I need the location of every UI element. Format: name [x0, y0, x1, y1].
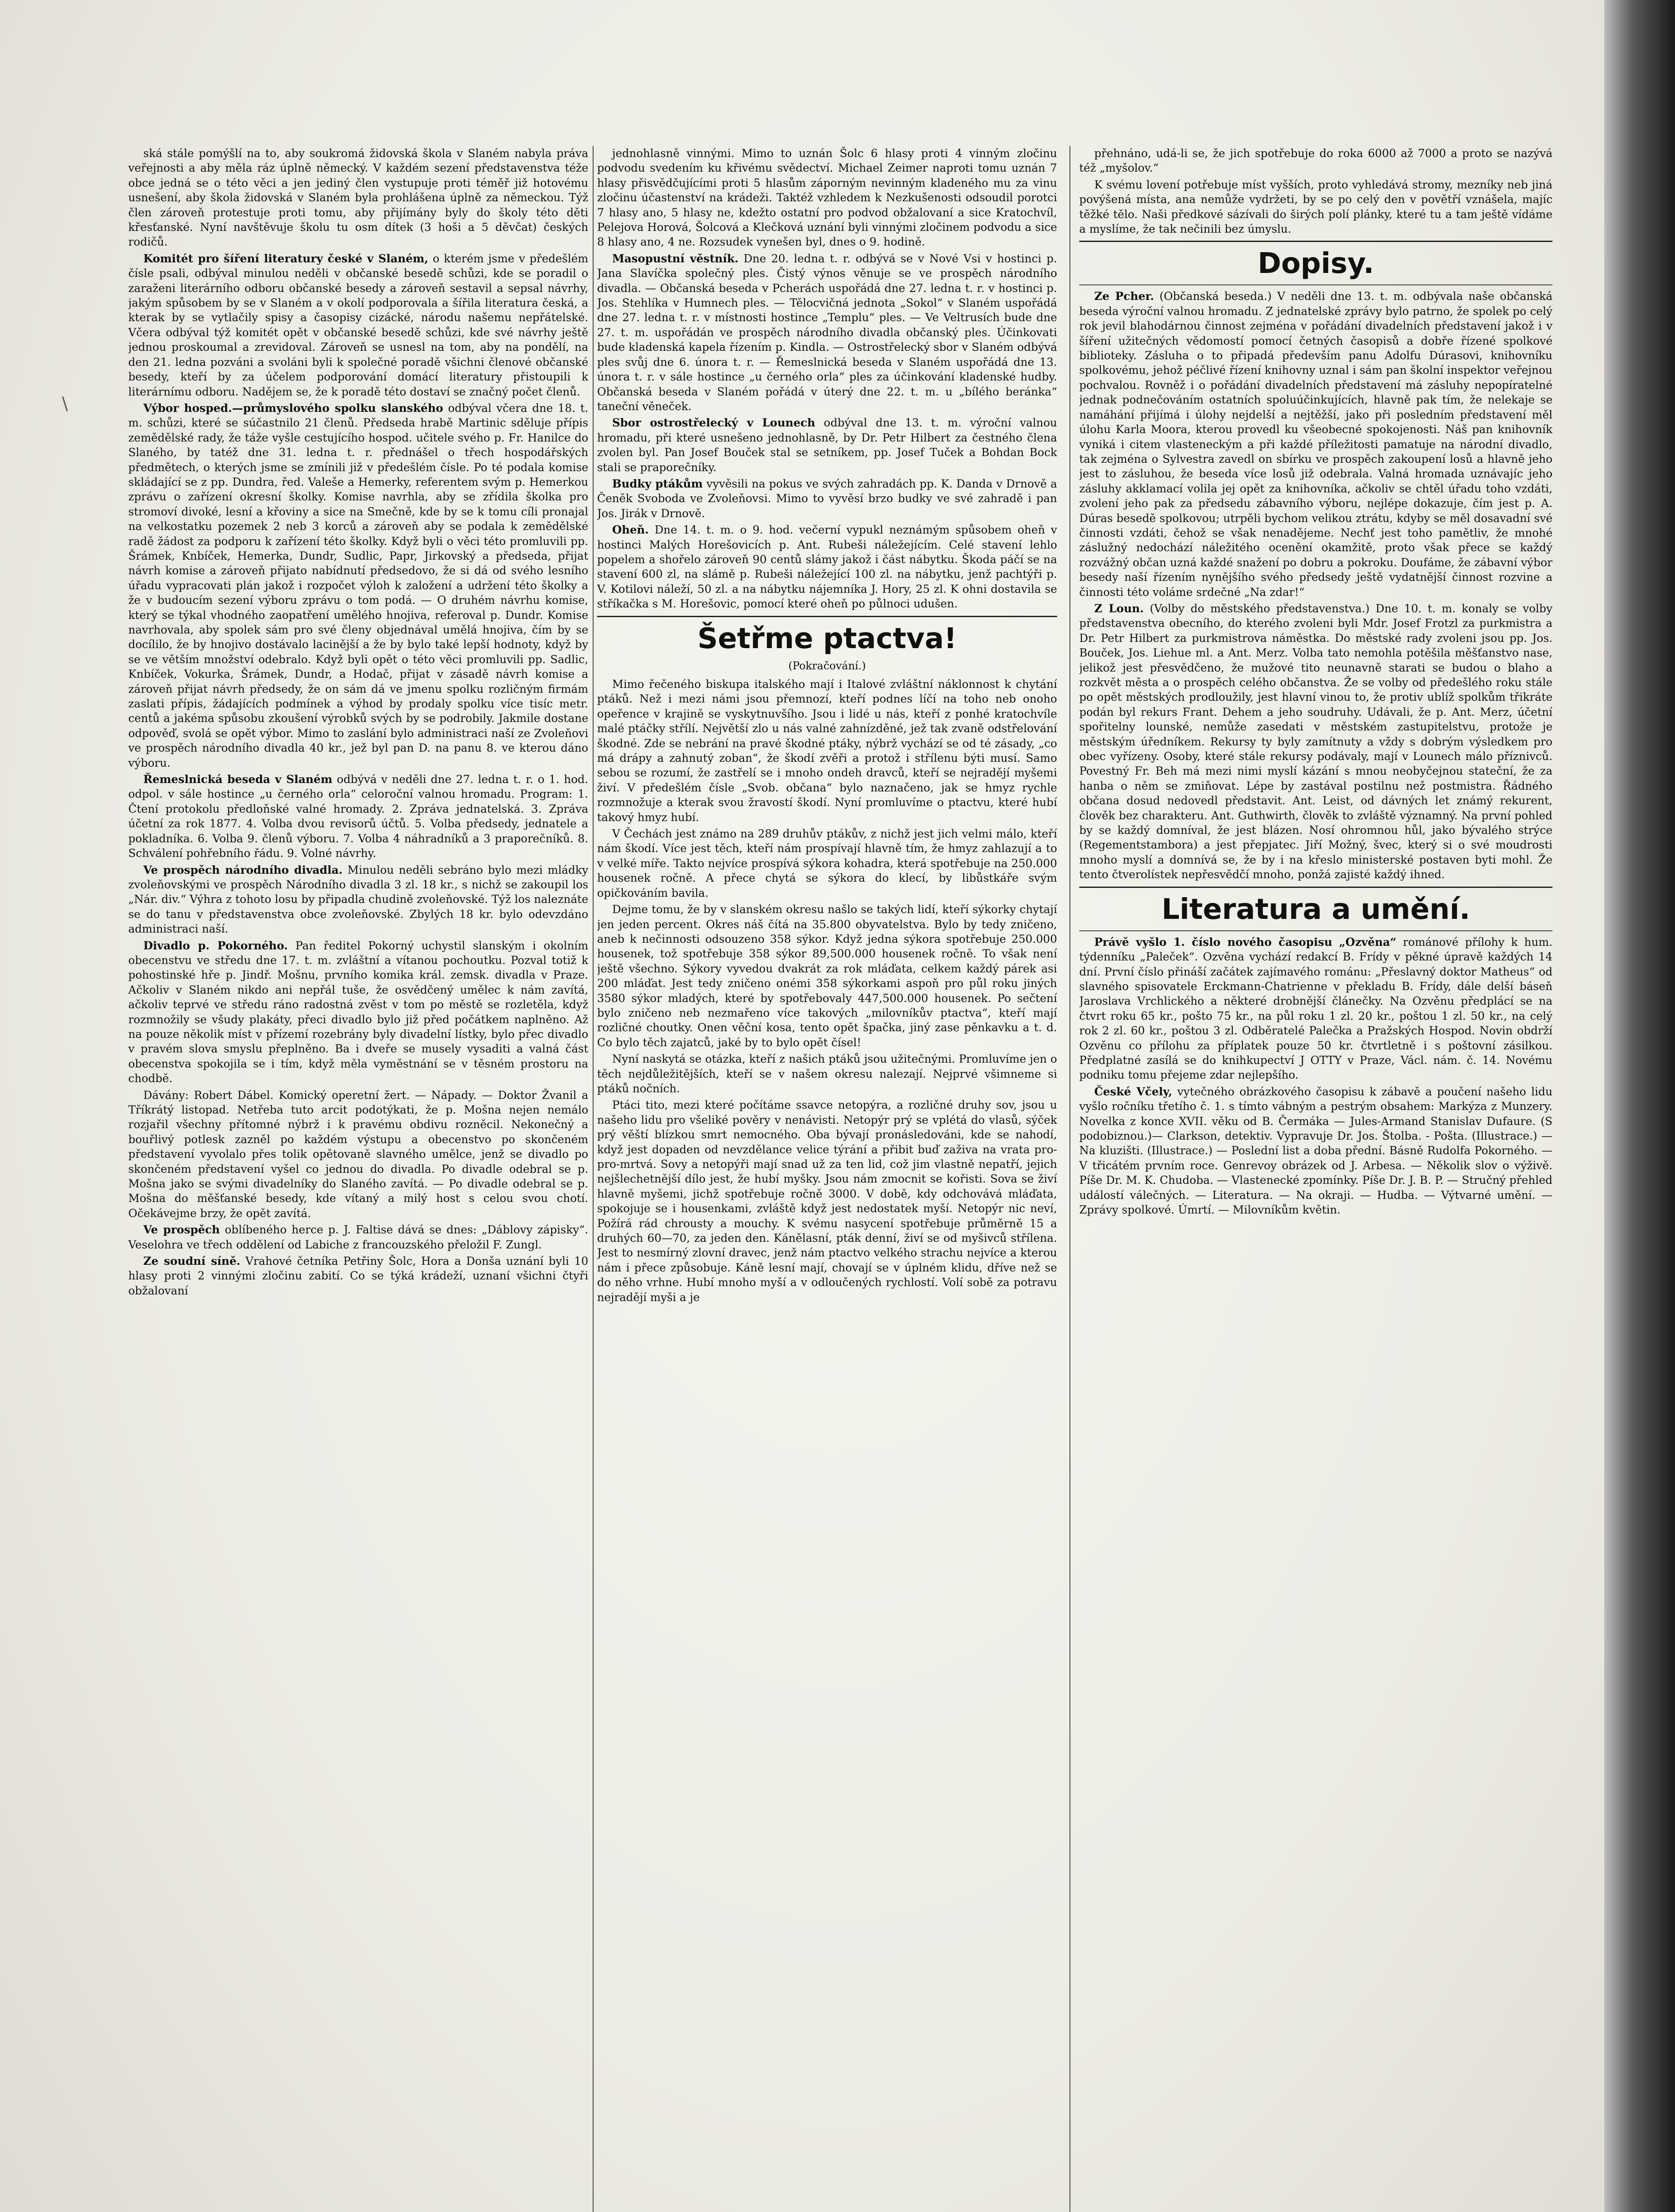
article-body: vyvěsili na pokus ve svých zahradách pp. K. Danda v Drnově a Čeněk Svoboda ve Zvoleňovsi. Mimo to vyvěsí brzo budky ve své zahradě i pan Jos. Jirák v Drnově. — [597, 477, 1057, 520]
column-middle — [597, 146, 1057, 2212]
article-lead: Řemeslnická beseda v Slaném — [143, 773, 333, 786]
article-body: Pan ředitel Pokorný uchystil slanským i okolním obecenstvu ve středu dne 17. t. m. zvláštní a vítanou pochoutku. Pozval totiž k pohostinské hře p. Jindř. Mošnu, prvního komika král. zemsk. divadla v Praze. Ačkoliv v Slaném nikdo ani nepřál tuše, že osvědčený umělec k nám zavítá, ačkoliv teprvé ve středu ráno radostná zvěst v tom po městě se rozletěla, když rozmnožily se všudy plakáty, přeci divadlo bylo již před počátkem naplněno. Až na pouze několik míst v přízemí rozebrány byly divadelní lístky, bylo přec divadlo v pravém slova smyslu přeplněno. Ba i dveře se musely vysaditi a valná část obecenstva spokojila se i tím, když měla vyměstnání se v těsném prostoru na chodbě. — [128, 939, 588, 1085]
article-text — [597, 476, 1057, 521]
article-text: přehnáno, udá-li se, že jich spotřebuje do roka 6000 až 7000 a proto se nazývá též „myšolov.“ — [1079, 147, 1552, 175]
article-text: jednohlasně vinnými. Mimo to uznán Šolc 6 hlasy proti 4 vinným zločinu podvodu svedením ku křivému svědectví. Michael Zeimer naproti tomu uznán 7 hlasy přisvědčujícími proti 5 hlasům záporným nevinným kladeného mu za vinu zločinu účastenství na krádeži. Taktéž vzhledem k Nezkušenosti odsoudil porotci 7 hlasy ano, 5 hlasy ne, kdežto ostatní pro podvod obžalovaní a sice Kratochvíl, Pelejova Horová, Šolcová a Klečková uznání byli vinnými zločinem podvodu a sice 8 hlasy ano, 4 ne. Rozsudek vynešen byl, dnes o 9. hodině. — [597, 147, 1057, 249]
article-body: oblíbeného herce p. J. Faltise dává se dnes: „Dáblovy zápisky“. Veselohra ve třech oddělení od Labiche z francouzského přeložil F. Zungl. — [128, 1223, 588, 1251]
article-text — [128, 1222, 588, 1252]
heading-underline — [1079, 284, 1552, 285]
article-lead: Ve prospěch národního divadla. — [143, 863, 343, 876]
margin-pencil-mark: \ — [62, 394, 68, 414]
article-lead: Komitét pro šíření literatury české v Slaném, — [143, 252, 429, 265]
article-lead: Oheň. — [612, 523, 649, 537]
article-body: Vrahové četníka Petřiny Šolc, Hora a Donša uznání byli 10 hlasy proti 2 vinnými zločinu zabití. Co se týká krádeží, uznaní všichni čtyři obžalovaní — [128, 1255, 588, 1297]
section-divider — [1079, 887, 1552, 888]
column-left — [128, 146, 588, 2212]
article-body: Dne 20. ledna t. r. odbývá se v Nové Vsi v hostinci p. Jana Slavíčka společný ples. Čistý výnos věnuje se ve prospěch národního divadla. — Občanská beseda v Pcherách uspořádá dne 27. ledna t. r. v hostinci p. Jos. Stehlíka v Humnech ples. — Tělocvičná jednota „Sokol“ v Slaném uspořádá dne 27. ledna t. r. v místnosti hostince „Templu“ ples. — Ve Veltrusích bude dne 27. t. m. uspořádán ve prospěch národního divadla občanský ples. Účinkovati bude kladenská kapela řízením p. Kindla. — Ostrostřelecký sbor v Slaném odbývá ples svůj dne 6. února t. r. — Řemeslnická beseda v Slaném uspořádá dne 13. února t. r. v sále hostince „u černého orla“ ples za účinkování kladenské hudby. Občanská beseda v Slaném pořádá v úterý dne 22. t. m. u „bílého beránka“ taneční věneček. — [597, 252, 1057, 413]
article-text: ská stále pomýšlí na to, aby soukromá židovská škola v Slaném nabyla práva veřejnosti a aby měla ráz úplně německý. V každém sezení představenstva téže obce jedná se o této věci a jen jediný člen vystupuje proti téměř již hotovému usnešení, aby škola židovská v Slaném byla prohlášena úplně za německou. Týž člen zároveň protestuje proti tomu, aby přijímány byly do školy této děti křesťanské. Nyní navštěvuje školu tu osm dítek (3 hoši a 5 děvčat) českých rodičů. — [128, 147, 588, 249]
article-text: Ptáci tito, mezi které počítáme ssavce netopýra, a rozličné druhy sov, jsou u našeho lidu pro všeliké pověry v nenávisti. Netopýr prý se vplétá do vlasů, sýček prý věští blízkou smrt nemocného. Oba bývají pronásledováni, kde se nahodí, když jest dopaden od nevzdělance velice týrání a přibit buď zaživa na vrata pro-pro-mrtvá. Sovy a netopýři mají snad už za ten lid, což jim vlastně nepatří, jejich nejšlechetnější dílo jest, že hubí myšky. Jsou nám zmocnit se kořisti. Sova se živí hlavně myšemi, jichž spotřebuje ročně 3000. V době, kdy odchovává mláďata, spokojuje se i housenkami, zvláště když jest nedostatek myší. Netopýr nic neví, Požírá rád chrousty a mouchy. K svému nasycení spotřebuje průměrně 15 a druhých 60—70, za jeden den. Kánělasní, pták denní, živí se od myšivců střílena. Jest to nesmírný zlovní dravec, jenž nám ptactvo velkého strachu nejvíce a kterou nám i přece způsobuje. Káně lesní mají, chovají se v úplném klidu, dříve než se do něho vrhne. Hubí mnoho myší a v odloučených rychlostí. Volí sobě za potravu nejradějí myši a je — [597, 1098, 1057, 1304]
article-text — [1079, 1084, 1552, 1217]
section-heading: Šetřme ptactva! — [697, 622, 957, 655]
article-text: Dejme tomu, že by v slanském okresu našlo se takých lidí, kteří sýkorky chytají jen jeden percent. Okres náš čítá na 35.800 obyvatelstva. Bylo by tedy zničeno, aneb k nečinnosti odsouzeno 358 sýkor. Když jedna sýkora spotřebuje 250.000 housenek, tož spotřebuje 358 sýkor 89,500.000 housenek ročně. To však není ještě všechno. Sýkory vyvedou dvakrát za rok mláďata, celkem každý párek asi 200 mláďat. Jest tedy zničeno onémi 358 sýkorkami aspoň pro půl roku jiných 3580 sýkor mladých, které by spotřebovaly 447,500.000 housenek. Po sečtení bylo zničeno neb nezmařeno více takových „milovníkův ptactva“, kteří mají rozličné choutky. Onen věční kosa, tento opět špačka, jiný zase pěnkavku a t. d. Co bylo těch zajatců, jaké by to bylo opět čísel! — [597, 903, 1057, 1049]
article-lead: Ze Pcher. — [1094, 290, 1154, 303]
article-text — [128, 772, 588, 860]
section-heading: Literatura a umění. — [1161, 893, 1470, 926]
article-lead: České Včely, — [1094, 1085, 1173, 1098]
article-body: Dne 14. t. m. o 9. hod. večerní vypukl neznámým spůsobem oheň v hostinci Malých Horešovicích p. Ant. Rubeši náležejícím. Celé stavení lehlo popelem a shořelo zároveň 90 centů slámy jakož i část nábytku. Škoda páčí se na stavení 600 zl, na slámě p. Rubeši náležející 100 zl. na nábytku, jenž pachtýři p. V. Kotilovi náleží, 50 zl. a na nábytku nájemníka J. Hory, 25 zl. K ohni dostavila se stříkačka s M. Horešovic, pomocí které oheň po půlnoci udušen. — [597, 523, 1057, 611]
scan-edge — [1604, 0, 1675, 2212]
column-right — [1079, 146, 1552, 2212]
article-lead: Budky ptákům — [612, 477, 703, 490]
article-lead: Ze soudní síně. — [143, 1255, 241, 1268]
article-text — [597, 251, 1057, 414]
article-text: Mimo řečeného biskupa italského mají i Italové zvláštní náklonnost k chytání ptáků. Než i mezi námi jsou přemnozí, kteří podnes líčí na toho neb onoho opeřence v krajině se vyskytnuvšího. Jsou i lidé u nás, kteří z ponhé kratochvíle malé ptáčky střílí. Největší zlo u nás valné zahnízděné, jež tak zvaně odstřelování škodné. Zde se nebrání na pravé škodné ptáky, nýbrž vychází se od té zásady, „co má drápy a zahnutý zoban“, že škodí zvěři a protož i střílenu býti musí. Samo sebou se rozumí, že zastřelí se i mnoho ondeh dravců, kteří se nejradějí myšemi živí. V předešlém čísle „Svob. občana“ bylo naznačeno, jak se hmyz rychle rozmnožuje a kterak svou žravostí škodí. Nyní promluvíme o ptactvu, které hubí takový hmyz hubí. — [597, 678, 1057, 824]
article-text: K svému lovení potřebuje míst vyšších, proto vyhledává stromy, mezníky neb jiná povýšená místa, ana nemůže vydržeti, by se po celý den v povětří vznášela, majíc těžké tělo. Naši předkové sázívali do širých polí plánky, které tu a tam ještě vídáme a myslíme, že tak nečinili bez úmyslu. — [1079, 178, 1552, 236]
article-text — [128, 401, 588, 770]
article-text — [597, 415, 1057, 475]
article-body: vytečného obrázkového časopisu k zábavě a poučení našeho lidu vyšlo ročníku třetího č. 1. s tímto vábným a pestrým obsahem: Markýza z Munzery. Novelka z konce XVII. věku od B. Čermáka — Jules-Armand Stanislav Dufaure. (S podobiznou.)— Clarkson, detektiv. Vypravuje Dr. Jos. Štolba. - Pošta. (Illustrace.) — Na kluzišti. (Illustrace.) — Poslední list a doba přední. Básně Rudolfa Pokorného. — V třicátém prvním roce. Genrevoy obrázek od J. Arbesa. — Několik slov o výživě. Píše Dr. M. K. Chudoba. — Vlastenecké zpomínky. Píše Dr. J. B. P. — Stručný přehled událostí válečných. — Literatura. — Na okraji. — Hudba. — Výtvarné umění. — Zprávy spolkové. Úmrtí. — Milovníkům květin. — [1079, 1085, 1552, 1216]
article-lead: Výbor hosped.—průmyslového spolku slanského — [143, 401, 443, 415]
article-text — [128, 863, 588, 937]
article-body: odbýval včera dne 18. t. m. schůzi, které se súčastnilo 21 členů. Předseda hrabě Martinic sděluje přípis zemědělské rady, že táže vyšle cestujícího hospod. učitele svého p. Fr. Hanilce do Slaného, by tatéž dne 31. ledna t. r. přednášel o třech hospodářských předmětech, o kterých jsme se zmínili již v předešlém čísle. Po té podala komise skládající se z pp. Dundra, řed. Valeše a Hemerky, referentem svým p. Hemerkou zprávu o zařízení okresní školky. Komise navrhla, aby se zřídila školka pro stromoví divoké, lesní a křoviny a sice na Smečně, kde by se k tomu cíli pronajal na velkostatku pozemek 2 neb 3 korců a zároveň aby se podala k zemědělské radě žádost za podporu k zařízení této školky. Když byli o věci této promluvili pp. Šrámek, Knbíček, Hemerka, Dundr, Sudlic, Papr, Jirkovský a předseda, přijat návrh komise a zároveň přijato nabídnutí předsedovo, že si dá od svého lesního úřadu vypracovati plán jakož i rozpočet výloh k založení a udržení této školky a že v budoucím sezení výboru zprávu o tom podá. — O druhém návrhu komise, který se týkal vhodného zaopatření umělého hnojiva, referoval p. Dundr. Komise navrhovala, aby spolek sám pro své členy objednával umělá hnojiva, čím by se docílilo, že by hnojivo dostávalo lacinější a že by bylo také lepší hodnoty, když by se ve větším množství odebralo. Když byli opět o této věci promluvili pp. Sadlic, Knbíček, Vokurka, Šrámek, Dundr, a Hodač, přijat v zásadě návrh komise a zároveň přijat návrh předsedy, že on sám dá ve jmenu spolku rozličným firmám zaslati přípis, žádajících podmínek a výhod by prodaly spolku více tisíc metr. centů a jakéma spůsobu zkoušení výrobků svých by se podrobily. Jakmile dostane odpověď, svolá se opět výbor. Mimo to zaslání bylo administraci naší ze Zvoleňovi ve prospěch národního divadla 40 kr., jež byl pan D. na panu 8. ve kterou dáno výboru. — [128, 401, 588, 769]
article-body: (Volby do městského představenstva.) Dne 10. t. m. konaly se volby představenstva obecního, do kterého zvoleni byli Mdr. Josef Frotzl za purkmistra a Dr. Petr Hilbert za purkmistrova náměstka. Do městské rady zvoleni jsou pp. Jos. Bouček, Jos. Liehue ml. a Ant. Merz. Volba tato nemohla potěšila měšťanstvo nase, jelikož jest přesvědčeno, že mužové tito neunavně starati se budou o blaho a rozkvět města a o prospěch celého občanstva. Že se volby od předešlého roku stále po opět městských prodloužily, jest hlavní vinou to, že protiv ublíž spolkům třikráte podán byl rekurs Frant. Dehem a jeho soudruhy. Udávali, že p. Ant. Merz, účetní spořitelny lounské, nemůže zasedati v městském zastupitelstvu, protože je městským úředníkem. Rekursy ty byly zamítnuty a vždy s dobrým výsledkem pro obec vyřízeny. Osoby, které stále rekursy podávaly, mají v Lounech málo příznivců. Povestný Fr. Beh má mezi nimi myslí kázání s mnou neobyčejnou stateční, že za hanba o něm se zmiňovat. Lépe by zastával postilnu než postmistra. Řádného občana dosud nedovedl představit. Ant. Leist, od dávných let známý rekurent, člověk bez charakteru. Ant. Guthwirth, člověk to zvláště významný. Na první pohled by se každý domníval, že jest blázen. Nosí ohromnou hůl, jako bývalého strýce (Regementstambora) a jest přepjatec. Jiří Možný, švec, který si o své moudrosti mnoho myslí a domnívá se, že by i na křeslo ministerské postaven byti mohl. Že tento čtverolístek nepřesvědčí mnoho, ponžá zajisté každý ihned. — [1079, 602, 1552, 881]
article-lead: Ve prospěch — [143, 1223, 220, 1237]
article-text — [128, 938, 588, 1086]
section-subheading: (Pokračování.) — [788, 659, 866, 672]
section-divider — [1079, 241, 1552, 242]
article-text — [1079, 601, 1552, 882]
article-lead: Masopustní věstník. — [612, 252, 739, 265]
article-body: o kterém jsme v předešlém čísle psali, odbýval minulou neděli v občanské besedě schůzi, kde se poradil o zaraženi literárního odboru občanské besedy a zároveň sestavil a sepsal návrhy, jakým spůsobem by se v Slaném a v okolí podporovala a šířila literatura česká, a kterak by se vytlačily spisy a časopisy cizácké, národu našemu nepřátelské. Včera odbýval týž komitét opět v občanské besedě schůzi, kde své návrhy ještě jednou proskoumal a zrevidoval. Zároveň se usnesl na tom, aby na pondělí, na den 21. ledna pozváni a svoláni byli k společné poradě všichni členové občanské besedy, kteří by za účelem podporování domácí literatury přistoupili k literárnímu odboru. Nadějem se, že k poradě této dostaví se značný počet členů. — [128, 252, 588, 398]
article-body: Minulou neděli sebráno bylo mezi mládky zvoleňovskými ve prospěch Národního divadla 3 zl. 18 kr., s nichž se zakoupil los „Nár. div.“ Výhra z tohoto losu by připadla chudině zvoleňovské. Týž los naleznáte se do tanu v představenstva obce zvoleňovské. Zbylých 18 kr. bylo odevzdáno administraci naší. — [128, 863, 588, 936]
article-lead: Sbor ostrostřelecký v Lounech — [612, 416, 816, 430]
column-rule-2 — [1069, 146, 1070, 2212]
article-text: Nyní naskytá se otázka, kteří z našich ptáků jsou užitečnými. Promluvíme jen o těch nejdůležitějších, kteří se v našem okresu nalezají. Nejprvé všimneme si ptáků nočních. — [597, 1052, 1057, 1095]
article-text: V Čechách jest známo na 289 druhův ptákův, z nichž jest jich velmi málo, kteří nám škodí. Více jest těch, kteří nám prospívají hlavně tím, že hmyz zahlazují a to v velké míře. Takto nejvíce prospívá sýkora kohadra, která spotřebuje na 250.000 housenek ročně. A přece chytá se sýkora do klecí, by libůstkáře svým opičkováním bavila. — [597, 827, 1057, 899]
article-text: Dávány: Robert Dábel. Komický operetní žert. — Nápady. — Doktor Žvanil a Tříkrátý listopad. Netřeba tuto arcit podotýkati, že p. Mošna nejen nemálo rozjařil všechny přítomné nýbrž i k pravému obdivu rozněcil. Nekonečný a bouřlivý potlesk zazněl po každém výstupu a obecenstvo po skončeném představení vyvolalo přes tolik opětovaně slavného umělce, jenž se divadlo po skončeném představení vyšel co jednou do divadla. Po divadle odebral se p. Mošna jako se svými divadelníky do Slaného zavítá. — Po divadle odebral se p. Mošna do měšťanské besedy, kde vítaný a milý host s celou svou chotí. Očekávejme brzy, že opět zavítá. — [128, 1088, 588, 1220]
heading-underline — [1079, 930, 1552, 931]
article-body: (Občanská beseda.) V neděli dne 13. t. m. odbývala naše občanská beseda výroční valnou hromadu. Z jednatelské zprávy bylo patrno, že spolek po celý rok jevil blahodárnou činnost zejména v pořádání divadelních představení jakož i v šíření užitečných vědomostí pomocí četných časopisů a dobře řízené spolkové biblioteky. Zásluha o to připadá především panu Adolfu Dúrasovi, knihovníku spolkovému, jehož péčlivé řízení knihovny uznal i sám pan školní inspektor veřejnou pochvalou. Rovněž i o pořádání divadelních představení má zásluhy nepopíratelné jednak podnečováním ostatních spoluúčinkujících, hlavně pak tím, že nelekaje se namáhání přijímá i úlohy nejdelší a nejtěžší, jako při posledním představení měl úlohu Karla Moora, kterou provedl ku všeobecné spokojenosti. Náš pan knihovník vyniká i citem vlasteneckým a při každé příležitosti pamatuje na národní divadlo, tak zejména o Sylvestra zavedl on sbírku ve prospěch zakoupení losů a hlavně jeho jest to zásluhou, že beseda více losů již odebrala. Valná hromada uznávajíc jeho zásluhy akklamací volila jej opět za knihovníka, ačkoliv se chtěl úřadu toho vzdáti, zvolení jeho pak za předsedu zábavního výboru, nejlépe dokazuje, čím jest p. A. Dúras besedě spolkovou; utrpěli bychom velikou ztrátu, kdyby se měl dosavadní své činnosti vzdáti, čehož se však nenadějeme. Nechť jest toho pamětliv, že mnohé záslužný nedochází náležitého ocenění okamžitě, proto však přece se každý rozvážný občan uzná každé snažení po dobru a pokroku. Doufáme, že zábavní výbor besedy naší řízením nynějšího svého předsedy ještě vydatnější činnost rozvine a činnosti této voláme srdečné „Na zdar!“ — [1079, 290, 1552, 599]
article-text — [1079, 935, 1552, 1083]
article-text — [597, 522, 1057, 611]
article-lead: Právě vyšlo 1. číslo nového časopisu „Ozvěna“ — [1094, 935, 1397, 949]
section-heading: Dopisy. — [1257, 247, 1374, 280]
section-divider — [597, 616, 1057, 617]
article-lead: Z Loun. — [1094, 602, 1144, 615]
article-lead: Divadlo p. Pokorného. — [143, 939, 288, 952]
column-rule-1 — [593, 146, 594, 2212]
article-body: odbýval dne 13. t. m. výroční valnou hromadu, při které usnešeno jednohlasně, by Dr. Petr Hilbert za čestného člena zvolen byl. Pan Josef Bouček stal se setníkem, pp. Josef Tuček a Bohdan Bock stali se praporečníky. — [597, 416, 1057, 474]
article-text — [128, 251, 588, 399]
article-body: odbývá v neděli dne 27. ledna t. r. o 1. hod. odpol. v sále hostince „u černého orla“ celoroční valnou hromadu. Program: 1. Čtení protokolu předloňské valné hromady. 2. Zpráva jednatelská. 3. Zpráva účetní za rok 1877. 4. Volba dvou revisorů účtů. 5. Volba předsedy, jednatele a pokladníka. 6. Volba 9. členů výboru. 7. Volba 4 náhradníků a 3 praporečníků. 8. Schválení pohřebního řádu. 9. Volné návrhy. — [128, 773, 588, 860]
article-body: románové přílohy k hum. týdenníku „Paleček“. Ozvěna vychází redakcí B. Frídy v pěkné úpravě každých 14 dní. První číslo přináší začátek zajímavého románu: „Přeslavný doktor Matheus“ od slavného spisovatele Erckmann-Chatrienne v překladu B. Frídy, dále delší báseň Jaroslava Vrchlického a některé drobnější článečky. Na Ozvěnu předplácí se na čtvrt roku 65 kr., pošto 75 kr., na půl roku 1 zl. 20 kr., poštou 1 zl. 50 kr., na celý rok 2 zl. 60 kr., poštou 3 zl. Odběratelé Palečka a Pražských Hospod. Novin obdrží Ozvěnu co přílohu za příplatek pouze 50 kr. čtvrtletně i s poštovní zásilkou. Předplatné zasílá se do knihkupectví J OTTY v Praze, Václ. nám. č. 14. Novému podniku tomu přejeme zdar nejlepšího. — [1079, 935, 1552, 1082]
article-text — [128, 1254, 588, 1298]
article-text — [1079, 289, 1552, 599]
